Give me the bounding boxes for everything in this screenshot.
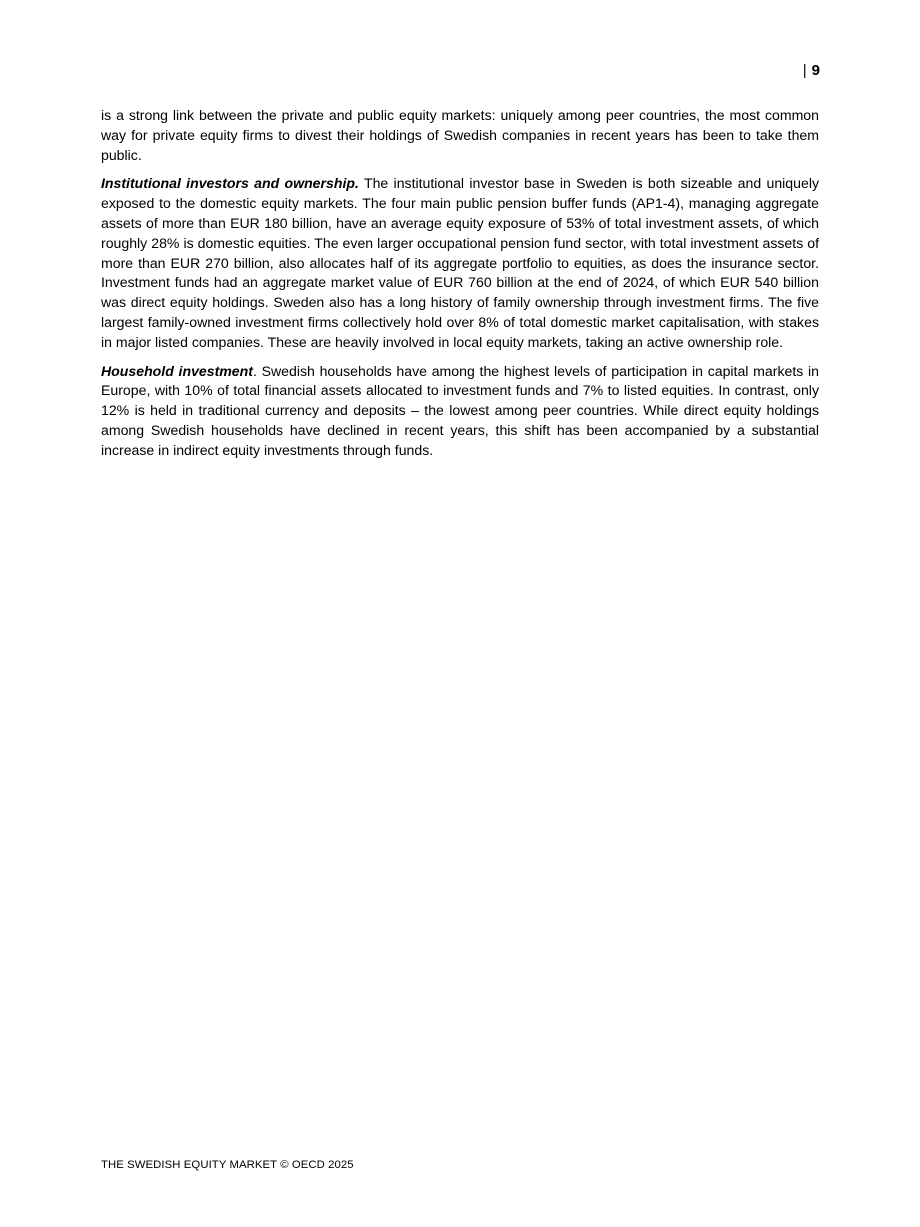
page-number	[803, 62, 820, 80]
paragraph-lead-heading: Institutional investors and ownership.	[101, 175, 359, 192]
paragraph-text: . Swedish households have among the highest levels of participation in capital markets in Europe, with 10% of total financial assets allocated to investment funds and 7% to listed equities. In contrast, only 12% is held in traditional currency and deposits – the lowest among peer countries. While direct equity holdings among Swedish households have declined in recent years, this shift has been accompanied by a substantial increase in indirect equity investments through funds.	[101, 362, 819, 458]
paragraph-institutional-investors	[101, 174, 819, 352]
page-footer: THE SWEDISH EQUITY MARKET © OECD 2025	[101, 1159, 354, 1171]
paragraph-household-investment	[101, 362, 819, 461]
page-number-value: 9	[811, 62, 820, 79]
page-number-separator: |	[802, 62, 807, 79]
paragraph-text: is a strong link between the private and public equity markets: uniquely among peer countries, the most common way for private equity firms to divest their holdings of Swedish companies in recent years has been to take them public.	[101, 107, 819, 163]
paragraph-lead-heading: Household investment	[101, 362, 253, 379]
paragraph-text: The institutional investor base in Sweden is both sizeable and uniquely exposed to the domestic equity markets. The four main public pension buffer funds (AP1-4), managing aggregate assets of more than EUR 180 billion, have an average equity exposure of 53% of total investment assets, of which roughly 28% is domestic equities. The even larger occupational pension fund sector, with total investment assets of more than EUR 270 billion, also allocates half of its aggregate portfolio to equities, as does the insurance sector. Investment funds had an aggregate market value of EUR 760 billion at the end of 2024, of which EUR 540 billion was direct equity holdings. Sweden also has a long history of family ownership through investment firms. The five largest family-owned investment firms collectively hold over 8% of total domestic market capitalisation, with stakes in major listed companies. These are heavily involved in local equity markets, taking an active ownership role.	[101, 175, 819, 350]
body-text	[101, 106, 819, 470]
paragraph-continuation	[101, 106, 819, 165]
